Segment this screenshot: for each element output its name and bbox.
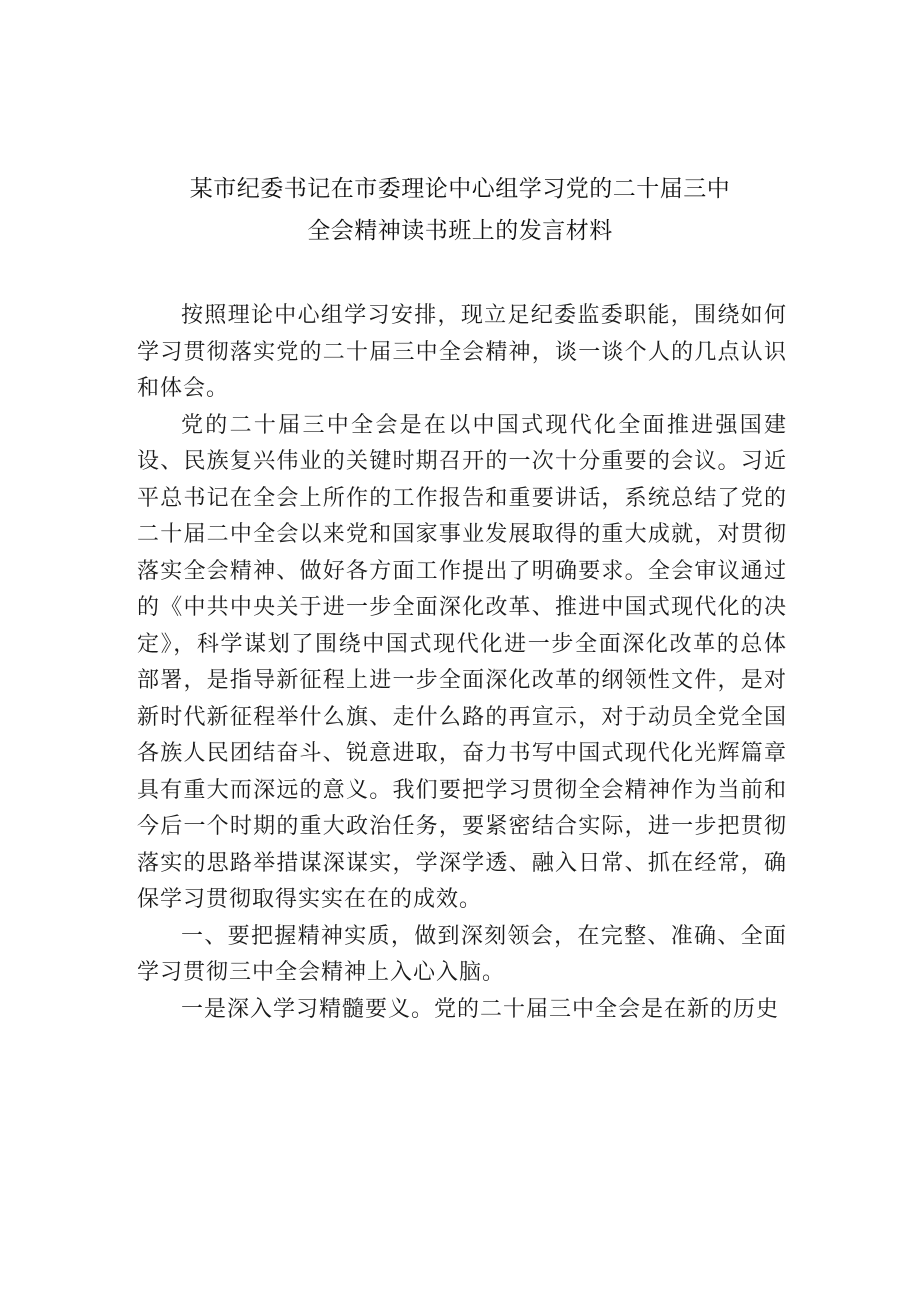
document-title bbox=[100, 168, 820, 252]
paragraph-section-heading-1: 一、要把握精神实质，做到深刻领会，在完整、准确、全面学习贯彻三中全会精神上入心入脑。 bbox=[137, 923, 787, 985]
paragraph-background: 党的二十届三中全会是在以中国式现代化全面推进强国建设、民族复兴伟业的关键时期召开的一次十分重要的会议。习近平总书记在全会上所作的工作报告和重要讲话，系统总结了党的二十届二中全会以来党和国家事业发展取得的重大成就，对贯彻落实全会精神、做好各方面工作提出了明确要求。全会审议通过的《中共中央关于进一步全面深化改革、推进中国式现代化的决定》，科学谋划了围绕中国式现代化进一步全面深化改革的总体部署，是指导新征程上进一步全面深化改革的纲领性文件，是对新时代新征程举什么旗、走什么路的再宣示，对于动员全党全国各族人民团结奋斗、锐意进取，奋力书写中国式现代化光辉篇章具有重大而深远的意义。我们要把学习贯彻全会精神作为当前和今后一个时期的重大政治任务，要紧密结合实际，进一步把贯彻落实的思路举措谋深谋实，学深学透、融入日常、抓在经常，确保学习贯彻取得实实在在的成效。 bbox=[137, 412, 787, 912]
paragraph-point-1: 一是深入学习精髓要义。党的二十届三中全会是在新的历史 bbox=[181, 996, 780, 1022]
paragraph-intro: 按照理论中心组学习安排，现立足纪委监委职能，围绕如何学习贯彻落实党的二十届三中全会精神，谈一谈个人的几点认识和体会。 bbox=[137, 303, 787, 401]
title-line-2: 全会精神读书班上的发言材料 bbox=[307, 218, 613, 244]
document-body bbox=[137, 298, 787, 1028]
title-line-1: 某市纪委书记在市委理论中心组学习党的二十届三中 bbox=[189, 176, 731, 202]
